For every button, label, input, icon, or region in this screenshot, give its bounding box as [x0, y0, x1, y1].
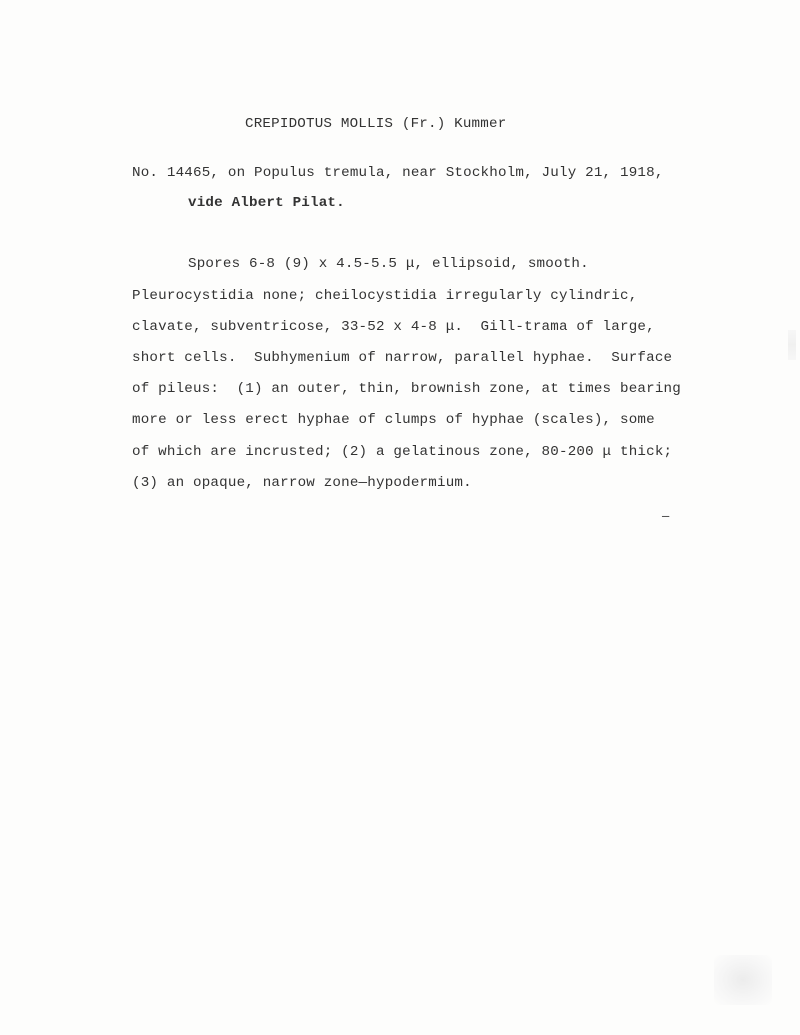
species-title: CREPIDOTUS MOLLIS (Fr.) Kummer [245, 116, 507, 132]
ink-mark: ─ [662, 510, 670, 524]
description-line: short cells. Subhymenium of narrow, parallel hyphae. Surface [132, 350, 673, 366]
description-line: Spores 6-8 (9) x 4.5-5.5 μ, ellipsoid, smooth. [188, 256, 589, 272]
corner-smudge [714, 955, 772, 1005]
description-line: of pileus: (1) an outer, thin, brownish zone, at times bearing [132, 381, 681, 397]
description-line: Pleurocystidia none; cheilocystidia irregularly cylindric, [132, 288, 638, 304]
collection-line: No. 14465, on Populus tremula, near Stockholm, July 21, 1918, [132, 165, 664, 181]
paper-bleed [788, 330, 796, 360]
collector-line: vide Albert Pilat. [188, 195, 345, 211]
description-line: of which are incrusted; (2) a gelatinous zone, 80-200 μ thick; [132, 444, 673, 460]
description-line: more or less erect hyphae of clumps of hyphae (scales), some [132, 412, 655, 428]
description-line: clavate, subventricose, 33-52 x 4-8 μ. Gill-trama of large, [132, 319, 655, 335]
description-line: (3) an opaque, narrow zone—hypodermium. [132, 475, 472, 491]
